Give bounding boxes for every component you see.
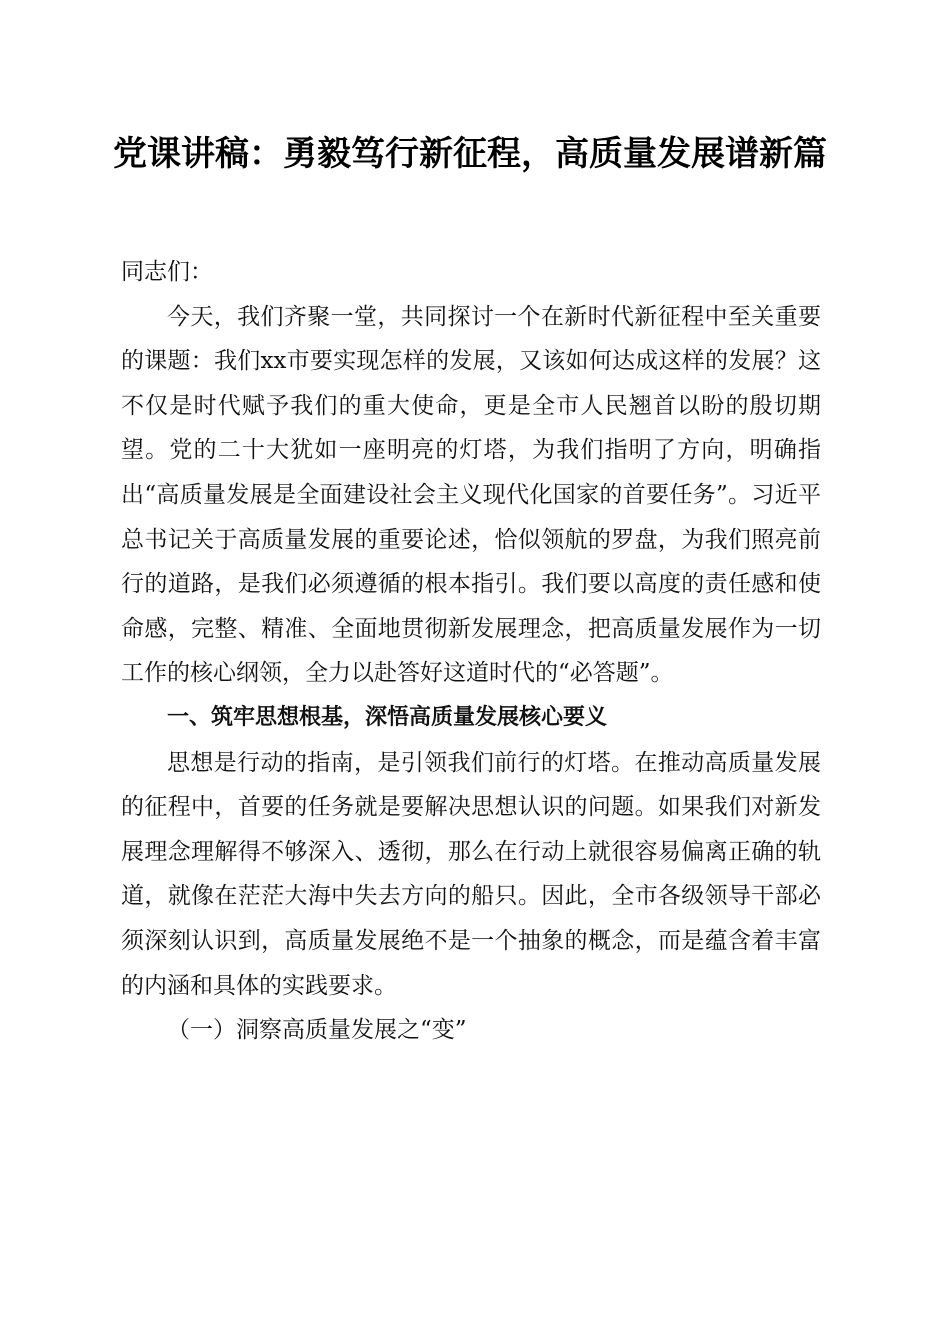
subsection-heading: （一）洞察高质量发展之“变”	[167, 1017, 467, 1044]
document-title: 党课讲稿：勇毅笃行新征程，高质量发展谱新篇	[113, 134, 827, 174]
section-heading: 一、筑牢思想根基，深悟高质量发展核心要义	[167, 704, 608, 730]
intro-paragraph: 今天，我们齐聚一堂，共同探讨一个在新时代新征程中至关重要的课题：我们xx市要实现怎样的发展，又该如何达成这样的发展？这不仅是时代赋予我们的重大使命，更是全市人民翘首以盼的殷切期望。党的二十大犹如一座明亮的灯塔，为我们指明了方向，明确指出“高质量发展是全面建设社会主义现代化国家的首要任务”。习近平总书记关于高质量发展的重要论述，恰似领航的罗盘，为我们照亮前行的道路，是我们必须遵循的根本指引。我们要以高度的责任感和使命感，完整、精准、全面地贯彻新发展理念，把高质量发展作为一切工作的核心纲领，全力以赴答好这道时代的“必答题”。	[121, 303, 821, 687]
document-body	[121, 250, 821, 1053]
section-paragraph: 思想是行动的指南，是引领我们前行的灯塔。在推动高质量发展的征程中，首要的任务就是要解决思想认识的问题。如果我们对新发展理念理解得不够深入、透彻，那么在行动上就很容易偏离正确的轨道，就像在茫茫大海中失去方向的船只。因此，全市各级领导干部必须深刻认识到，高质量发展绝不是一个抽象的概念，而是蕴含着丰富的内涵和具体的实践要求。	[121, 749, 821, 999]
salutation: 同志们：	[121, 259, 213, 285]
